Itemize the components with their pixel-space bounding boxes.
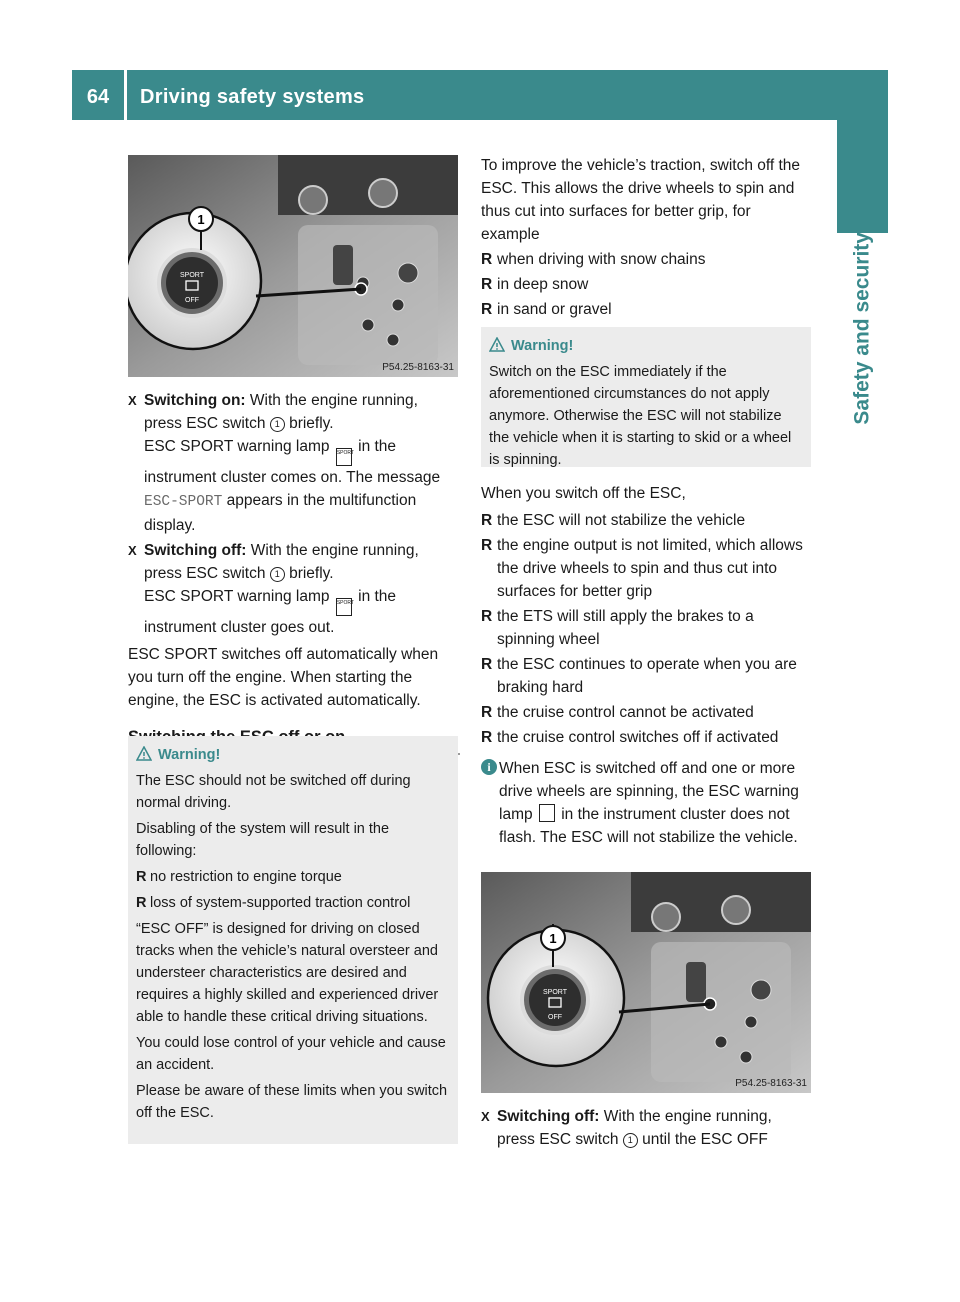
consequence-item: R the ETS will still apply the brakes to a spinning wheel (481, 608, 754, 648)
step-switching-on (128, 389, 460, 537)
warning-text: Switch on the ESC immediately if the aforementioned circumstances do not apply anymore. Otherwise the ESC will not stabilize the vehicle when it is starting to skid or a wheel is spinning. (489, 364, 792, 468)
right-column-bottom (481, 1105, 813, 1151)
consequence-text: the engine output is not limited, which allows the drive wheels to spin and thus cut into surfaces for better grip (497, 537, 803, 600)
esc-sport-lamp-icon: SPORT (336, 598, 352, 616)
side-tab-label: Safety and security (850, 232, 874, 425)
consequence-text: the ESC continues to operate when you are braking hard (497, 656, 797, 696)
consequence-item: R the ESC continues to operate when you are braking hard (481, 656, 797, 696)
auto-switch-paragraph: ESC SPORT switches off automatically when you turn off the engine. When starting the engine, the ESC is activated automatically. (128, 646, 439, 709)
warning-bullet-text: no restriction to engine torque (150, 869, 342, 885)
off-text-bottom: OFF (548, 1014, 562, 1021)
intro-paragraph: To improve the vehicle’s traction, switch off the ESC. This allows the drive wheels to spin and thus cut into surfaces for better grip, for example (481, 157, 801, 243)
step-switching-off-right (481, 1105, 813, 1151)
info-icon: i (481, 759, 497, 775)
warning-title-text: Warning! (511, 338, 574, 354)
off-text-top: OFF (185, 297, 199, 304)
step-off-text: With the engine running, press ESC switch (144, 542, 419, 582)
warning-p2: Disabling of the system will result in the following: (136, 821, 390, 859)
figure-caption-top: P54.25-8163-31 (382, 362, 454, 373)
console-photo-illustration (481, 872, 811, 1093)
lamp-line-start: ESC SPORT warning lamp (144, 438, 334, 455)
warning-bullet: R loss of system-supported traction control (136, 895, 411, 911)
info-text-end: in the instrument cluster does not flash. The ESC will not stabilize the vehicle. (499, 806, 798, 846)
consequence-text: the ESC will not stabilize the vehicle (497, 512, 746, 529)
callout-1-top: 1 (197, 212, 205, 227)
info-note (481, 757, 813, 849)
step-off-right-text-end: until the ESC OFF (637, 1131, 768, 1148)
consequence-text: the cruise control cannot be activated (497, 704, 754, 721)
step-on-label: Switching on: (144, 392, 246, 409)
lamp-line-end: in the instrument cluster goes out. (144, 588, 397, 636)
sport-text-bottom: SPORT (543, 989, 567, 996)
warning-title (489, 335, 803, 357)
esc-switch-photo-top (128, 155, 458, 377)
info-text-start: When ESC is switched off and one or more drive wheels are spinning, the ESC warning lamp (499, 760, 799, 823)
warning-bullet: R no restriction to engine torque (136, 869, 342, 885)
consequence-item: R the engine output is not limited, which allows the drive wheels to spin and thus cut into surfaces for better grip (481, 537, 803, 600)
message-esc-sport: ESC-SPORT (144, 494, 223, 510)
step-off-label-right: Switching off: (497, 1108, 600, 1125)
right-column (481, 154, 813, 321)
warning-box-left (128, 736, 458, 1144)
step-off-label: Switching off: (144, 542, 247, 559)
example-item: R when driving with snow chains (481, 251, 706, 268)
warning-title-text: Warning! (158, 747, 221, 763)
callout-1: 1 (270, 417, 285, 432)
when-off-paragraph: When you switch off the ESC, (481, 485, 686, 502)
step-switching-off (128, 539, 460, 639)
example-text: in sand or gravel (497, 301, 612, 318)
consequence-item: R the ESC will not stabilize the vehicle (481, 512, 746, 529)
callout-1-bottom: 1 (549, 931, 557, 946)
example-text: when driving with snow chains (497, 251, 706, 268)
example-item: R in deep snow (481, 276, 589, 293)
step-arrow-icon: X (481, 1109, 490, 1124)
step-off-text-end: briefly. (284, 565, 334, 582)
step-arrow-icon: X (128, 393, 137, 408)
lamp-line-start: ESC SPORT warning lamp (144, 588, 334, 605)
step-arrow-icon: X (128, 543, 137, 558)
warning-p4: You could lose control of your vehicle and cause an accident. (136, 1035, 446, 1073)
consequence-item: R the cruise control switches off if activated (481, 729, 779, 746)
side-tab (837, 120, 888, 233)
figure-caption-bottom: P54.25-8163-31 (735, 1078, 807, 1089)
warning-p3: “ESC OFF” is designed for driving on closed tracks when the vehicle’s natural oversteer and understeer characteristics are desired and requires a highly skilled and experienced driver able to handle these critical driving situations. (136, 921, 439, 1025)
page-number: 64 (86, 86, 110, 108)
lamp-line-end: appears in the multifunction display. (144, 492, 417, 534)
sport-text-top: SPORT (180, 272, 204, 279)
page-title: Driving safety systems (140, 86, 365, 108)
warning-bullet-text: loss of system-supported traction control (150, 895, 411, 911)
example-text: in deep snow (497, 276, 589, 293)
lamp-line-middle: in the instrument cluster comes on. The message (144, 438, 441, 486)
esc-sport-lamp-icon: SPORT (336, 448, 352, 466)
warning-p1: The ESC should not be switched off during normal driving. (136, 773, 411, 811)
esc-switch-photo-bottom (481, 872, 811, 1093)
warning-title (136, 744, 450, 766)
callout-1: 1 (623, 1133, 638, 1148)
step-on-text-end: briefly. (284, 415, 334, 432)
left-column (128, 389, 460, 755)
warning-triangle-icon (489, 337, 505, 353)
warning-p5: Please be aware of these limits when you switch off the ESC. (136, 1083, 448, 1121)
consequence-item: R the cruise control cannot be activated (481, 704, 754, 721)
esc-warning-lamp-icon (539, 804, 555, 822)
consequence-text: the cruise control switches off if activated (497, 729, 779, 746)
header-separator (124, 70, 127, 120)
example-item: R in sand or gravel (481, 301, 612, 318)
console-photo-illustration (128, 155, 458, 377)
warning-triangle-icon (136, 746, 152, 762)
right-column-lower (481, 482, 813, 849)
warning-box-right (481, 327, 811, 467)
callout-1: 1 (270, 567, 285, 582)
step-off-right-text: With the engine running, press ESC switch (497, 1108, 772, 1148)
consequence-text: the ETS will still apply the brakes to a spinning wheel (497, 608, 754, 648)
step-on-text: With the engine running, press ESC switch (144, 392, 418, 432)
